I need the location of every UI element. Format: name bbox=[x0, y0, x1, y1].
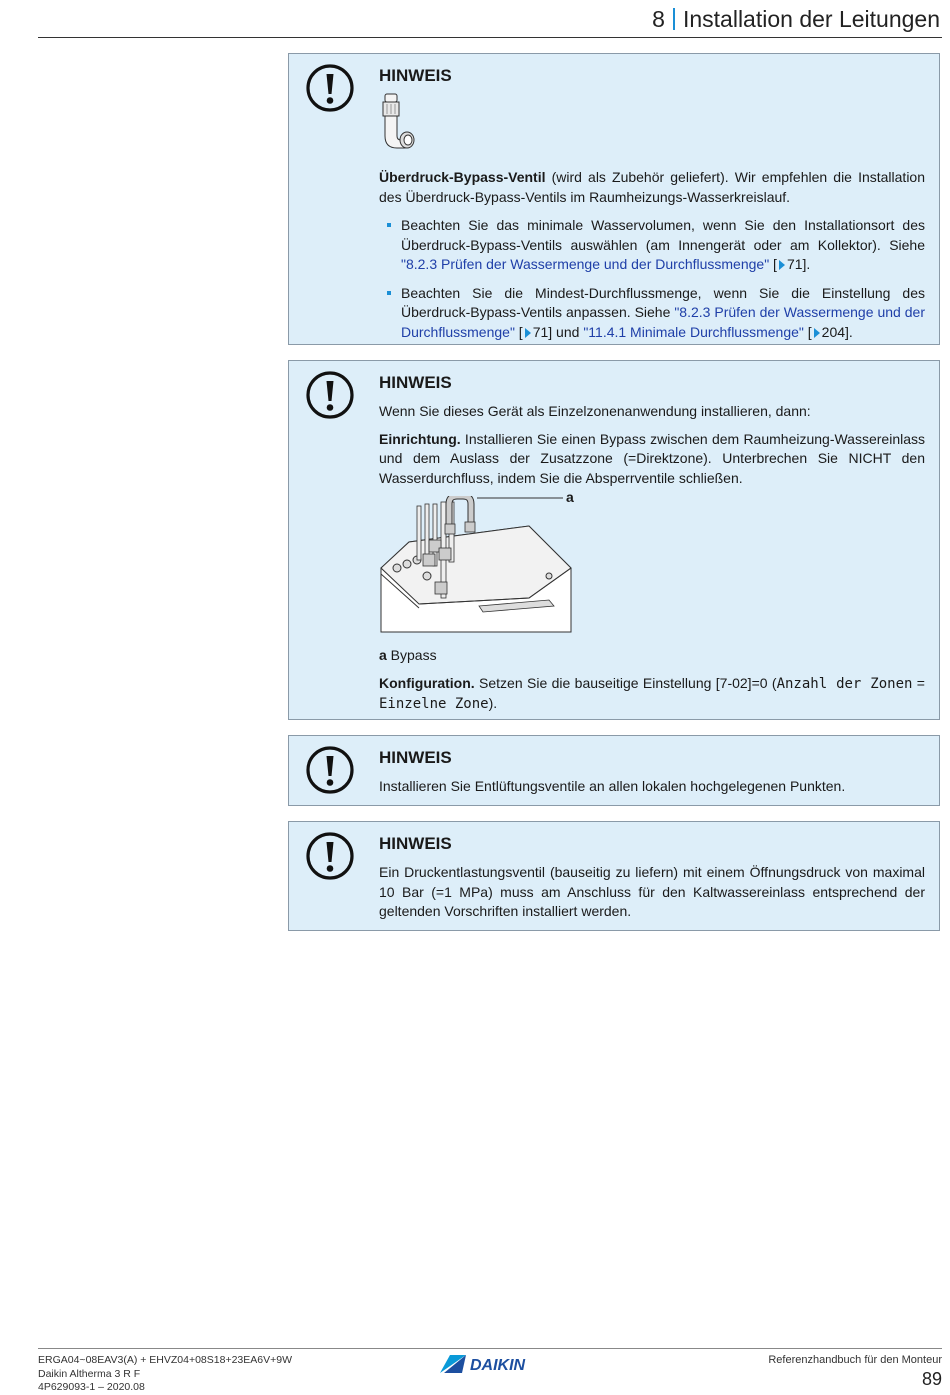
notice-single-zone bbox=[288, 360, 940, 720]
link-water-volume[interactable]: "8.2.3 Prüfen der Wassermenge und der Durchflussmenge" bbox=[401, 256, 770, 272]
notice-heading: HINWEIS bbox=[379, 373, 452, 392]
page-arrow-icon bbox=[525, 328, 531, 338]
config-equals: = bbox=[912, 674, 925, 691]
notice-text: Installieren Sie Entlüftungsventile an allen lokalen hochgelegenen Punkten. bbox=[379, 778, 846, 794]
link-minimum-flow[interactable]: "11.4.1 Minimale Durchflussmenge" bbox=[583, 323, 804, 340]
chapter-separator bbox=[673, 8, 675, 30]
setting-name-zones: Anzahl der Zonen bbox=[776, 675, 913, 692]
page-ref: 71 bbox=[532, 323, 549, 340]
notice-heading: HINWEIS bbox=[379, 748, 452, 767]
config-paragraph bbox=[379, 674, 925, 715]
page-number: 89 bbox=[921, 1369, 942, 1389]
notice-text: Ein Druckentlastungsventil (bauseitig zu liefern) mit einem Öffnungsdruck von maximal 10 Bar (=1 MPa) muss am Anschluss für den Kaltwassereinlass entsprechend der geltenden Vorschriften installiert werden. bbox=[379, 864, 925, 919]
notice-intro: Wenn Sie dieses Gerät als Einzelzonenanwendung installieren, dann: bbox=[379, 403, 811, 419]
chapter-number: 8 bbox=[652, 6, 665, 32]
notice-bypass-valve bbox=[288, 53, 940, 345]
daikin-logo bbox=[440, 1353, 544, 1375]
bullet-text: Beachten Sie die Mindest-Durchflussmenge, wenn Sie die Einstellung des Überdruck-Bypass-Ventils anpassen. Siehe bbox=[401, 284, 925, 320]
setup-label: Einrichtung. bbox=[379, 430, 461, 447]
footer-doc-title: Referenzhandbuch für den Monteur bbox=[768, 1354, 942, 1366]
bullet-text: Beachten Sie das minimale Wasservolumen, wenn Sie den Installationsort des Überdruck-Bypass-Ventils auswählen (am Innengerät oder am Kollektor). Siehe bbox=[401, 217, 925, 253]
ref-open: [ bbox=[803, 323, 812, 340]
warning-icon bbox=[306, 832, 354, 880]
ref-close: ]. bbox=[845, 323, 853, 340]
footer-doc-code: 4P629093-1 – 2020.08 bbox=[38, 1381, 145, 1393]
chapter-title bbox=[652, 6, 940, 33]
page-arrow-icon bbox=[814, 328, 820, 338]
page-ref: 204 bbox=[821, 323, 846, 340]
notice-heading: HINWEIS bbox=[379, 66, 452, 85]
page-footer bbox=[38, 1348, 942, 1395]
config-end: ). bbox=[488, 695, 498, 711]
page-header bbox=[38, 4, 942, 38]
footer-product: Daikin Altherma 3 R F bbox=[38, 1367, 141, 1380]
figure-legend bbox=[379, 646, 925, 666]
legend-text: Bypass bbox=[386, 647, 437, 663]
footer-model-info bbox=[38, 1354, 292, 1395]
setup-text: Installieren Sie einen Bypass zwischen dem Raumheizung-Wassereinlass und dem Auslass der Zusatzzone (=Direktzone). Unterbrechen Sie NICHT den Wasserdurchfluss, indem Sie die Absperrventile schließen. bbox=[379, 430, 925, 486]
setup-paragraph bbox=[379, 430, 925, 489]
figure-label: a bbox=[566, 489, 574, 505]
intro-text: (wird als Zubehör geliefert). Wir empfehlen die Installation des Überdruck-Bypass-Ventils im Raumheizungs-Wasserkreislauf. bbox=[379, 169, 925, 205]
warning-icon bbox=[306, 746, 354, 794]
link-water-volume[interactable]: "8.2.3 Prüfen der Wassermenge und der Durchflussmenge" bbox=[401, 304, 925, 340]
ref-open: [ bbox=[769, 256, 777, 272]
bypass-installation-illustration bbox=[379, 496, 579, 634]
bypass-valve-illustration bbox=[379, 92, 419, 152]
notice-pressure-relief bbox=[288, 821, 940, 931]
bullet-list bbox=[379, 216, 925, 342]
config-text: Setzen Sie die bauseitige Einstellung [7-02]=0 ( bbox=[474, 674, 777, 691]
page-arrow-icon bbox=[779, 260, 785, 270]
ref-open: [ bbox=[514, 323, 523, 340]
warning-icon bbox=[306, 64, 354, 112]
brand-name: DAIKIN bbox=[470, 1357, 526, 1374]
term-bypass-valve: Überdruck-Bypass-Ventil bbox=[379, 169, 546, 185]
notice-intro bbox=[379, 168, 925, 207]
ref-close: ]. bbox=[802, 256, 811, 272]
list-item bbox=[379, 216, 925, 275]
notice-heading: HINWEIS bbox=[379, 834, 452, 853]
config-label: Konfiguration. bbox=[379, 674, 475, 691]
bypass-figure bbox=[379, 489, 579, 634]
list-item bbox=[379, 284, 925, 343]
warning-icon bbox=[306, 371, 354, 419]
chapter-name: Installation der Leitungen bbox=[682, 6, 940, 32]
mid-text: ] und bbox=[548, 323, 584, 340]
page-ref: 71 bbox=[786, 256, 803, 272]
notice-air-vent bbox=[288, 735, 940, 806]
footer-model: ERGA04~08EAV3(A) + EHVZ04+08S18+23EA6V+9W bbox=[38, 1354, 292, 1366]
legend-key: a bbox=[379, 647, 387, 663]
setting-value-single-zone: Einzelne Zone bbox=[379, 696, 489, 712]
